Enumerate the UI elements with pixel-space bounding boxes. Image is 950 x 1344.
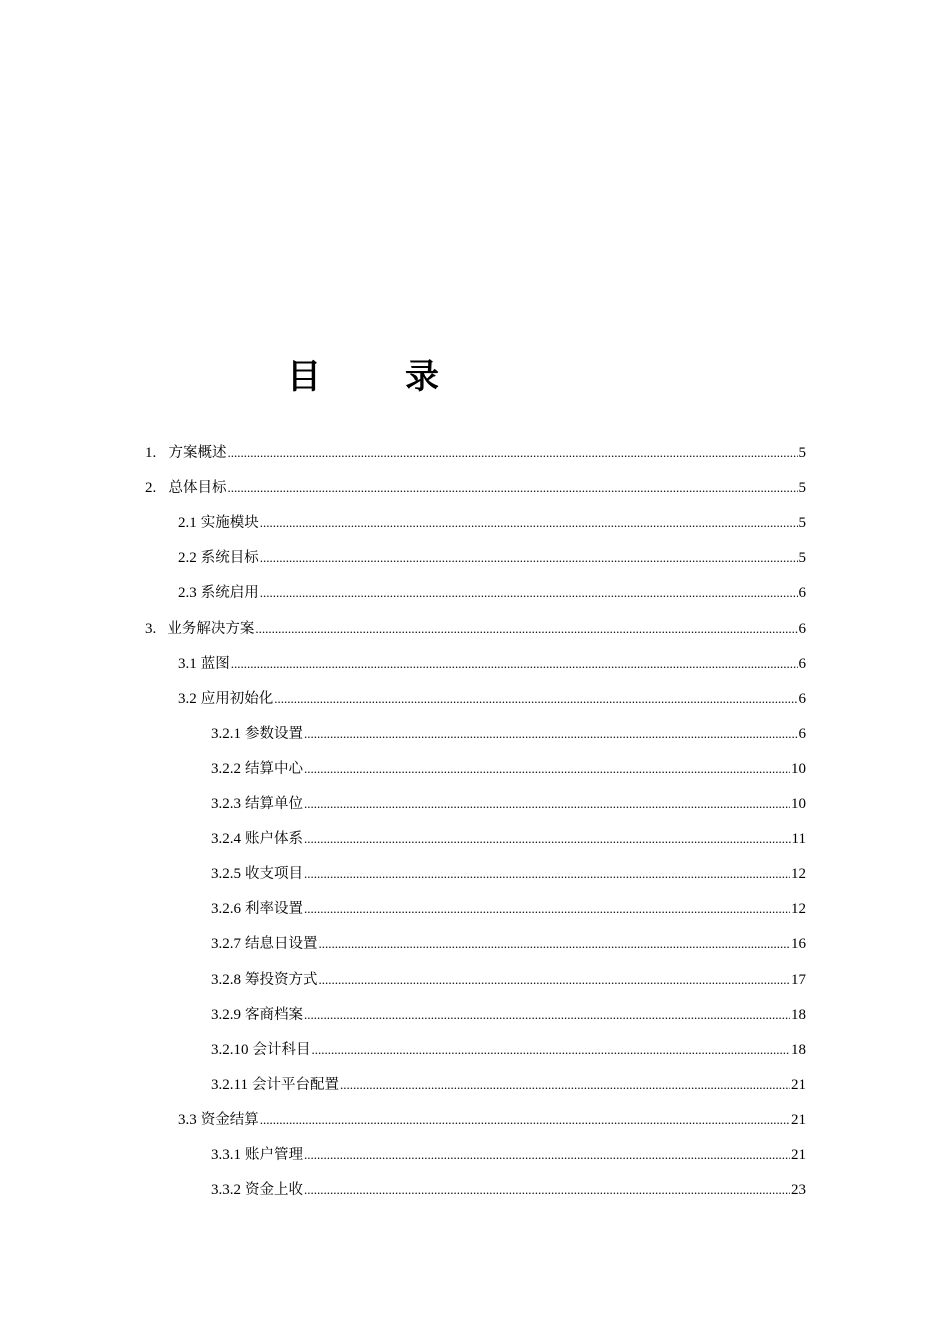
toc-dot-leader [304,899,790,919]
toc-entry-title: 蓝图 [200,656,230,672]
toc-entry[interactable] [211,779,806,814]
toc-entry-number: 3.3 [178,1112,197,1128]
toc-entry[interactable] [145,428,806,463]
toc-entry-title: 资金上收 [245,1182,303,1198]
toc-entry[interactable] [211,709,806,744]
toc-entry-number: 3.2.10 [211,1042,249,1058]
toc-entry-page-number: 10 [791,761,806,777]
toc-entry[interactable] [211,990,806,1025]
toc-entry-number: 3.2.11 [211,1077,248,1093]
toc-entry-page-number: 10 [791,796,806,812]
toc-dot-leader [304,1180,790,1200]
toc-entry-number: 2.1 [178,515,197,531]
toc-entry[interactable] [178,568,806,603]
toc-heading-char-2: 录 [405,357,439,397]
toc-entry-title: 系统启用 [200,585,259,601]
toc-dot-leader [228,478,798,498]
toc-entry-page-number: 5 [798,550,806,566]
toc-entry-page-number: 12 [791,866,806,882]
toc-entry[interactable] [211,1165,806,1200]
toc-entry-number: 3.2.2 [211,761,241,777]
toc-entry-number: 1. [145,445,157,461]
toc-dot-leader [260,583,798,603]
toc-entry[interactable] [145,604,806,639]
toc-entry-number: 3.3.1 [211,1147,241,1163]
toc-entry-page-number: 6 [798,656,806,672]
toc-entry-page-number: 6 [798,691,806,707]
toc-entry-page-number: 6 [798,585,806,601]
toc-entry-title: 结算单位 [245,796,303,812]
toc-dot-leader [231,654,798,674]
toc-entry[interactable] [178,1095,806,1130]
toc-entry-page-number: 18 [791,1042,806,1058]
toc-entry-title: 账户管理 [245,1147,303,1163]
toc-entry[interactable] [211,919,806,954]
toc-dot-leader [255,619,797,639]
toc-entry-title: 资金结算 [200,1112,259,1128]
toc-entry-number: 3.2.9 [211,1007,241,1023]
toc-entry-title: 方案概述 [168,445,227,461]
toc-entry-page-number: 6 [798,726,806,742]
toc-entry-page-number: 23 [791,1182,806,1198]
toc-entry[interactable] [178,498,806,533]
toc-entry[interactable] [211,955,806,990]
toc-dot-leader [228,443,798,463]
toc-entry[interactable] [211,884,806,919]
toc-entry[interactable] [211,744,806,779]
toc-entry-number: 3.2 [178,691,197,707]
toc-entry-title: 账户体系 [245,831,303,847]
toc-entry-number: 3.3.2 [211,1182,241,1198]
toc-entry-title: 会计平台配置 [251,1077,339,1093]
toc-entry-page-number: 12 [791,901,806,917]
toc-dot-leader [319,934,791,954]
toc-dot-leader [304,794,790,814]
toc-entry[interactable] [211,849,806,884]
toc-entry-number: 2. [145,480,157,496]
toc-entry[interactable] [211,1130,806,1165]
toc-entry-title: 会计科目 [252,1042,311,1058]
toc-entry-title: 应用初始化 [200,691,274,707]
toc-entry-title: 客商档案 [245,1007,303,1023]
toc-entry-page-number: 5 [798,515,806,531]
toc-heading-char-1: 目 [287,357,321,397]
toc-dot-leader [304,724,798,744]
toc-entry-title: 收支项目 [245,866,303,882]
toc-dot-leader [319,970,791,990]
toc-entry-page-number: 6 [798,621,806,637]
toc-entry-page-number: 21 [791,1112,806,1128]
toc-dot-leader [304,864,790,884]
toc-dot-leader [340,1075,790,1095]
toc-entry[interactable] [178,674,806,709]
toc-dot-leader [274,689,797,709]
toc-entry[interactable] [211,1025,806,1060]
toc-entry-number: 3.2.4 [211,831,241,847]
toc-entry-number: 3.2.6 [211,901,241,917]
toc-entry-number: 3.2.7 [211,936,241,952]
toc-entry-title: 业务解决方案 [167,621,255,637]
toc-entry-page-number: 21 [791,1147,806,1163]
toc-entry-page-number: 5 [798,445,806,461]
toc-dot-leader [312,1040,791,1060]
toc-entry-page-number: 21 [791,1077,806,1093]
toc-entry-page-number: 16 [791,936,806,952]
toc-entry-page-number: 17 [791,972,806,988]
toc-entry-title: 参数设置 [245,726,303,742]
toc-entry-title: 结息日设置 [245,936,318,952]
toc-entry-number: 3. [145,621,157,637]
toc-entry-title: 利率设置 [245,901,303,917]
toc-entry-page-number: 11 [791,831,806,847]
toc-entry[interactable] [211,1060,806,1095]
toc-entry-number: 2.2 [178,550,197,566]
toc-entry-page-number: 5 [798,480,806,496]
toc-entry-title: 实施模块 [200,515,259,531]
toc-entry-title: 系统目标 [200,550,259,566]
toc-entry-page-number: 18 [791,1007,806,1023]
toc-dot-leader [304,759,790,779]
toc-dot-leader [304,829,791,849]
toc-entry[interactable] [211,814,806,849]
toc-entry-title: 结算中心 [245,761,303,777]
toc-entry-number: 3.2.5 [211,866,241,882]
toc-entry[interactable] [178,639,806,674]
toc-entry-number: 3.2.3 [211,796,241,812]
toc-entry[interactable] [145,463,806,498]
toc-entry[interactable] [178,533,806,568]
toc-dot-leader [260,513,798,533]
toc-entry-title: 总体目标 [168,480,227,496]
toc-entry-number: 3.2.1 [211,726,241,742]
toc-entry-number: 3.1 [178,656,197,672]
toc-dot-leader [304,1145,790,1165]
toc-dot-leader [260,548,798,568]
toc-entry-number: 2.3 [178,585,197,601]
toc-dot-leader [304,1005,790,1025]
toc-dot-leader [260,1110,790,1130]
toc-entry-number: 3.2.8 [211,972,241,988]
toc-entry-title: 筹投资方式 [245,972,318,988]
